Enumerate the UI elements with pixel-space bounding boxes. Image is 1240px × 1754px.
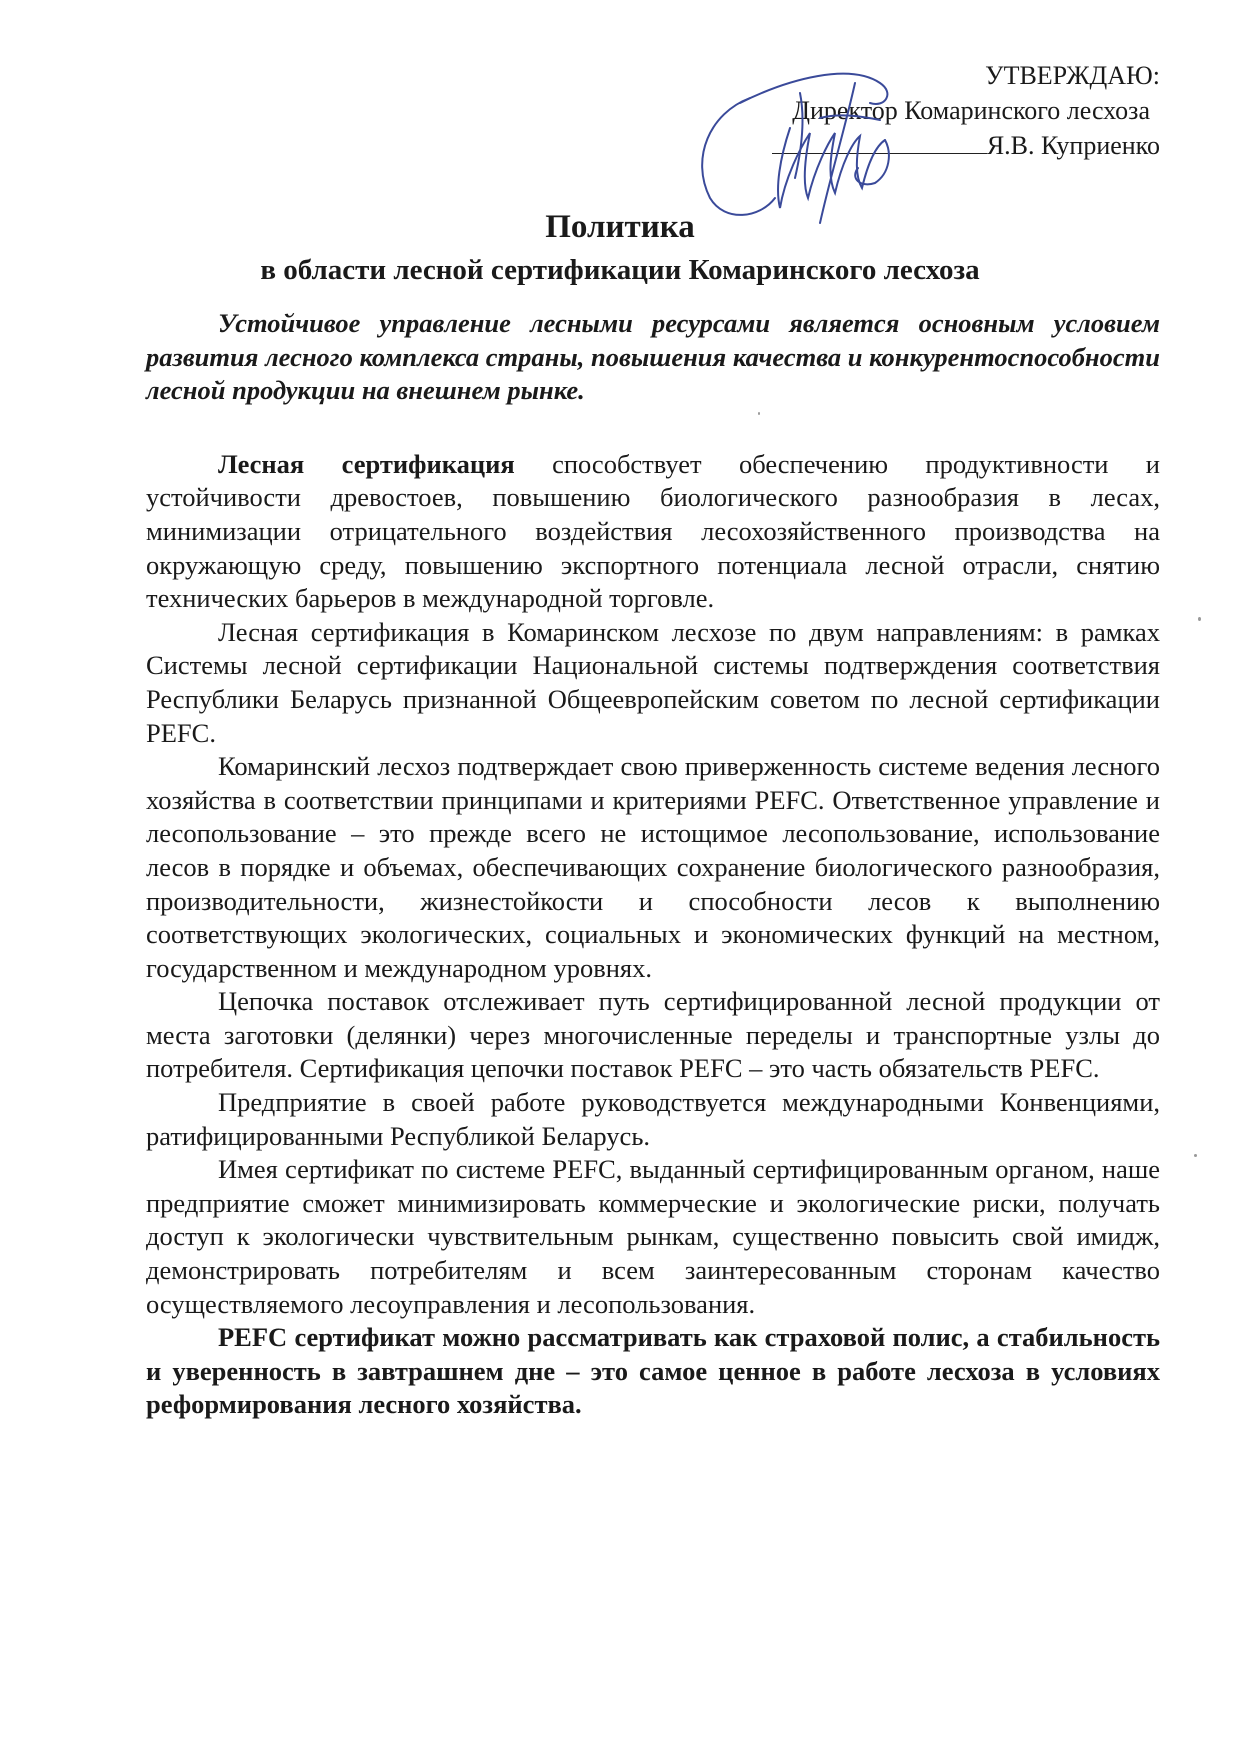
scan-speck [1194, 1154, 1197, 1157]
director-name: Я.В. Куприенко [986, 131, 1160, 160]
scan-speck [1198, 617, 1201, 621]
paragraph-conventions: Предприятие в своей работе руководствуется международными Конвенциями, ратифицированными Республикой Беларусь. [146, 1087, 1160, 1151]
document-title: Политика [545, 209, 695, 245]
approval-heading: УТВЕРЖДАЮ: [985, 61, 1160, 90]
paragraph-lead: Лесная сертификация [218, 448, 515, 479]
paragraph-supply-chain: Цепочка поставок отслеживает путь сертифицированной лесной продукции от места заготовки (делянки) через многочисленные переделы и транспортные узлы до потребителя. Сертификация цепочки поставок PEFC – это часть обязательств PEFC. [146, 986, 1160, 1084]
paragraph-directions: Лесная сертификация в Комаринском лесхозе по двум направлениям: в рамках Системы лесной сертификации Национальной системы подтверждения соответствия Республики Беларусь признанной Общеевропейским советом по лесной сертификации PEFC. [146, 616, 1160, 748]
document-subtitle: в области лесной сертификации Комаринского лесхоза [260, 254, 980, 286]
paragraph-conclusion: PEFC сертификат можно рассматривать как страховой полис, а стабильность и уверенность в завтрашнем дне – это самое ценное в работе лесхоза в условиях реформирования лесного хозяйства. [146, 1322, 1160, 1420]
signature-line [720, 128, 1160, 163]
paragraph-benefits: Имея сертификат по системе PEFC, выданный сертифицированным органом, наше предприятие сможет минимизировать коммерческие и экологические риски, получать доступ к экологически чувствительным рынкам, существенно повысить свой имидж, демонстрировать потребителям и всем заинтересованным сторонам качество осуществляемого лесоуправления и лесопользования. [146, 1154, 1160, 1319]
director-position: Директор Комаринского лесхоза [792, 96, 1150, 125]
paragraph-commitment: Комаринский лесхоз подтверждает свою приверженность системе ведения лесного хозяйства в соответствии принципами и критериями PEFC. Ответственное управление и лесопользование – это прежде всего не истощимое лесопользование, использование лесов в порядке и объемах, обеспечивающих сохранение биологического разнообразия, производительности, жизнестойкости и способности лесов к выполнению соответствующих экологических, социальных и экономических функций на местном, государственном и международном уровнях. [146, 751, 1160, 983]
document-body [146, 307, 1160, 1422]
signature-underline [772, 153, 987, 154]
paragraph-certification [146, 448, 1160, 616]
intro-paragraph: Устойчивое управление лесными ресурсами является основным условием развития лесного комплекса страны, повышения качества и конкурентоспособности лесной продукции на внешнем рынке. [146, 308, 1160, 406]
scan-speck [758, 412, 760, 415]
paragraph-text: способствует обеспечению продуктивности и устойчивости древостоев, повышению биологического разнообразия в лесах, минимизации отрицательного воздействия лесохозяйственного производства на окружающую среду, повышению экспортного потенциала лесной отрасли, снятию технических барьеров в международной торговле. [146, 448, 1160, 614]
approval-block [720, 58, 1160, 163]
